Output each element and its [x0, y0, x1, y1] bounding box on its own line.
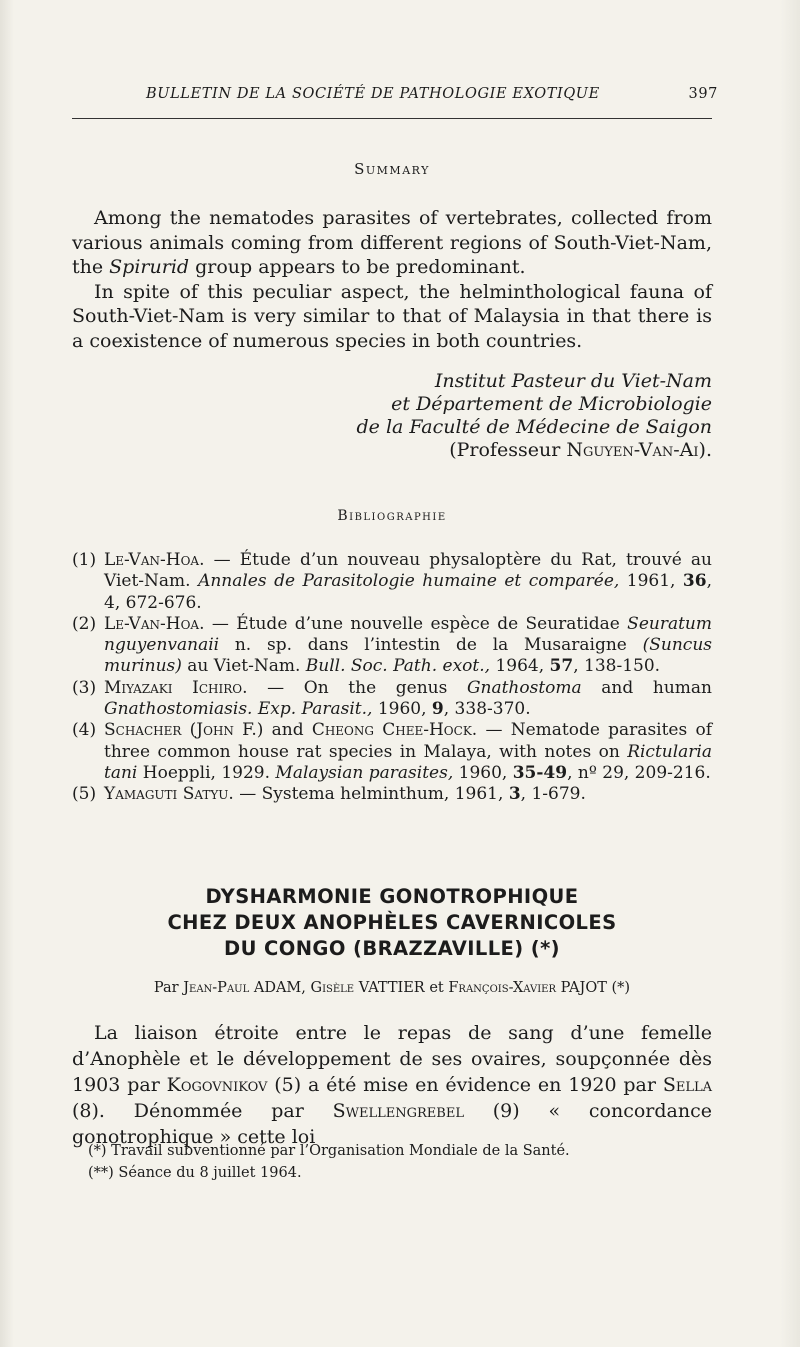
page-number: 397	[688, 86, 718, 102]
header-rule	[72, 118, 712, 119]
intro-paragraph: La liaison étroite entre le repas de sang d’une femelle d’Anophèle et le développement de ses ovaires, soupçonnée dès 1903 par Kogovnikov (5) a été mise en évidence en 1920 par Sella (8). Dénommée par Swellengrebel (9) « concordance gonotrophique » cette loi	[72, 1022, 712, 1148]
summary-heading: Summary	[354, 160, 430, 178]
article-intro	[72, 1020, 712, 1150]
footnote-1: (*) Travail subventionné par l’Organisation Mondiale de la Santé.	[88, 1143, 570, 1159]
summary-paragraph-1: Among the nematodes parasites of vertebrates, collected from various animals coming from different regions of South-Viet-Nam, the Spirurid group appears to be predominant.	[72, 207, 712, 278]
affiliation: Institut Pasteur du Viet-Nam et Département de Microbiologie de la Faculté de Médecine de Saigon (Professeur Nguyen-Van-Ai).	[356, 370, 712, 461]
summary-text	[72, 206, 712, 353]
bibliography-heading: Bibliographie	[337, 508, 447, 524]
summary-paragraph-2: In spite of this peculiar aspect, the helminthological fauna of South-Viet-Nam is very similar to that of Malaysia in that there is a coexistence of numerous species in both countries.	[72, 280, 712, 352]
article-byline: Par Jean-Paul ADAM, Gisèle VATTIER et François-Xavier PAJOT (*)	[153, 980, 631, 996]
reference-5: (5) Yamaguti Satyu. — Systema helminthum, 1961, 3, 1-679.	[72, 784, 586, 805]
bibliography-list	[72, 550, 712, 806]
reference-3: (3) Miyazaki Ichiro. — On the genus Gnathostoma and human Gnathostomiasis. Exp. Parasit., 1960, 9, 338-370.	[72, 677, 712, 720]
reference-2: (2) Le-Van-Hoa. — Étude d’une nouvelle espèce de Seuratidae Seuratum nguyenvanaii n. sp. dans l’intestin de la Musaraigne (Suncus murinus) au Viet-Nam. Bull. Soc. Path. exot., 1964, 57, 138-150.	[72, 613, 712, 677]
footnote-2: (**) Séance du 8 juillet 1964.	[88, 1165, 302, 1181]
journal-title: BULLETIN DE LA SOCIÉTÉ DE PATHOLOGIE EXOTIQUE	[146, 86, 600, 102]
article-title: DYSHARMONIE GONOTROPHIQUE CHEZ DEUX ANOPHÈLES CAVERNICOLES DU CONGO (BRAZZAVILLE) (*)	[167, 885, 617, 960]
reference-1: (1) Le-Van-Hoa. — Étude d’un nouveau physaloptère du Rat, trouvé au Viet-Nam. Annales de Parasitologie humaine et comparée, 1961, 36, 4, 672-676.	[72, 550, 712, 613]
running-head	[72, 86, 718, 110]
reference-4: (4) Schacher (John F.) and Cheong Chee-Hock. — Nematode parasites of three common house rat species in Malaya, with notes on Rictularia tani Hoeppli, 1929. Malaysian parasites, 1960, 35-49, nº 29, 209-216.	[72, 720, 712, 783]
footnotes	[88, 1140, 708, 1184]
